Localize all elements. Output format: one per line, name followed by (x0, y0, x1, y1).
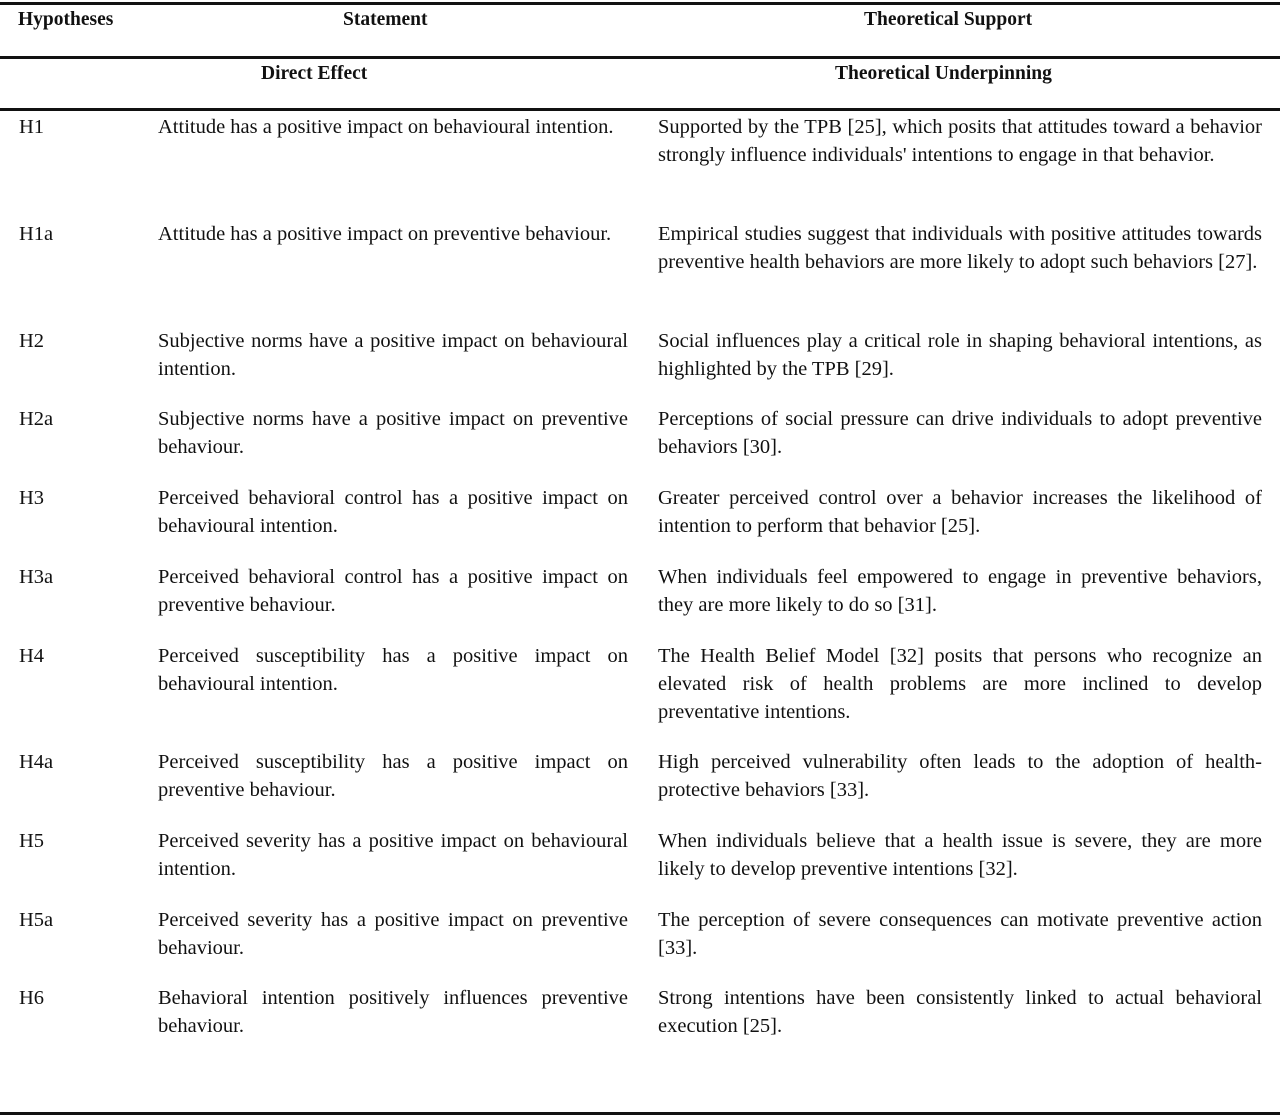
subheader-direct-effect: Direct Effect (261, 63, 368, 84)
hypothesis-id: H5 (19, 830, 45, 852)
hypothesis-statement: Behavioral intention positively influences preventive behaviour. (158, 987, 628, 1037)
theoretical-support-text: Empirical studies suggest that individuals with positive attitudes towards preventive health behaviors are more likely to adopt such behaviors [27]. (658, 223, 1262, 273)
hypothesis-statement: Perceived susceptibility has a positive impact on preventive behaviour. (158, 751, 628, 801)
header-hypotheses: Hypotheses (18, 9, 114, 30)
hypothesis-statement: Attitude has a positive impact on preventive behaviour. (158, 223, 612, 245)
theoretical-support-text: Perceptions of social pressure can drive individuals to adopt preventive behaviors [30]. (658, 408, 1262, 458)
header-theoretical-support: Theoretical Support (864, 9, 1033, 30)
theoretical-support-text: High perceived vulnerability often leads to the adoption of health-protective behaviors [33]. (658, 751, 1262, 801)
hypothesis-id: H3 (19, 487, 45, 509)
hypothesis-statement: Subjective norms have a positive impact on preventive behaviour. (158, 408, 628, 458)
hypothesis-id: H2a (19, 408, 54, 430)
bottom-rule (0, 1112, 1280, 1115)
hypothesis-statement: Perceived behavioral control has a positive impact on behavioural intention. (158, 487, 628, 537)
theoretical-support-text: When individuals feel empowered to engage in preventive behaviors, they are more likely to do so [31]. (658, 566, 1262, 616)
theoretical-support-text: The Health Belief Model [32] posits that persons who recognize an elevated risk of health problems are more inclined to develop preventative intentions. (658, 645, 1262, 723)
subheader-theoretical-underpinning: Theoretical Underpinning (835, 63, 1052, 84)
header-rule (0, 56, 1280, 59)
hypothesis-statement: Perceived susceptibility has a positive impact on behavioural intention. (158, 645, 628, 695)
hypothesis-id: H6 (19, 987, 45, 1009)
hypothesis-statement: Perceived severity has a positive impact on preventive behaviour. (158, 909, 628, 959)
hypothesis-statement: Attitude has a positive impact on behavioural intention. (158, 116, 614, 138)
hypothesis-id: H1a (19, 223, 54, 245)
theoretical-support-text: Supported by the TPB [25], which posits that attitudes toward a behavior strongly influence individuals' intentions to engage in that behavior. (658, 116, 1262, 166)
hypothesis-id: H4 (19, 645, 45, 667)
theoretical-support-text: Social influences play a critical role in shaping behavioral intentions, as highlighted by the TPB [29]. (658, 330, 1262, 380)
theoretical-support-text: The perception of severe consequences can motivate preventive action [33]. (658, 909, 1262, 959)
hypothesis-id: H4a (19, 751, 54, 773)
hypothesis-id: H3a (19, 566, 54, 588)
hypothesis-statement: Perceived behavioral control has a positive impact on preventive behaviour. (158, 566, 628, 616)
hypothesis-id: H2 (19, 330, 45, 352)
hypothesis-statement: Perceived severity has a positive impact on behavioural intention. (158, 830, 628, 880)
hypothesis-id: H5a (19, 909, 54, 931)
theoretical-support-text: When individuals believe that a health issue is severe, they are more likely to develop preventive intentions [32]. (658, 830, 1262, 880)
subheader-rule (0, 108, 1280, 111)
theoretical-support-text: Strong intentions have been consistently linked to actual behavioral execution [25]. (658, 987, 1262, 1037)
header-statement: Statement (343, 9, 428, 30)
top-rule (0, 2, 1280, 5)
theoretical-support-text: Greater perceived control over a behavior increases the likelihood of intention to perform that behavior [25]. (658, 487, 1262, 537)
hypothesis-id: H1 (19, 116, 45, 138)
hypothesis-statement: Subjective norms have a positive impact on behavioural intention. (158, 330, 628, 380)
